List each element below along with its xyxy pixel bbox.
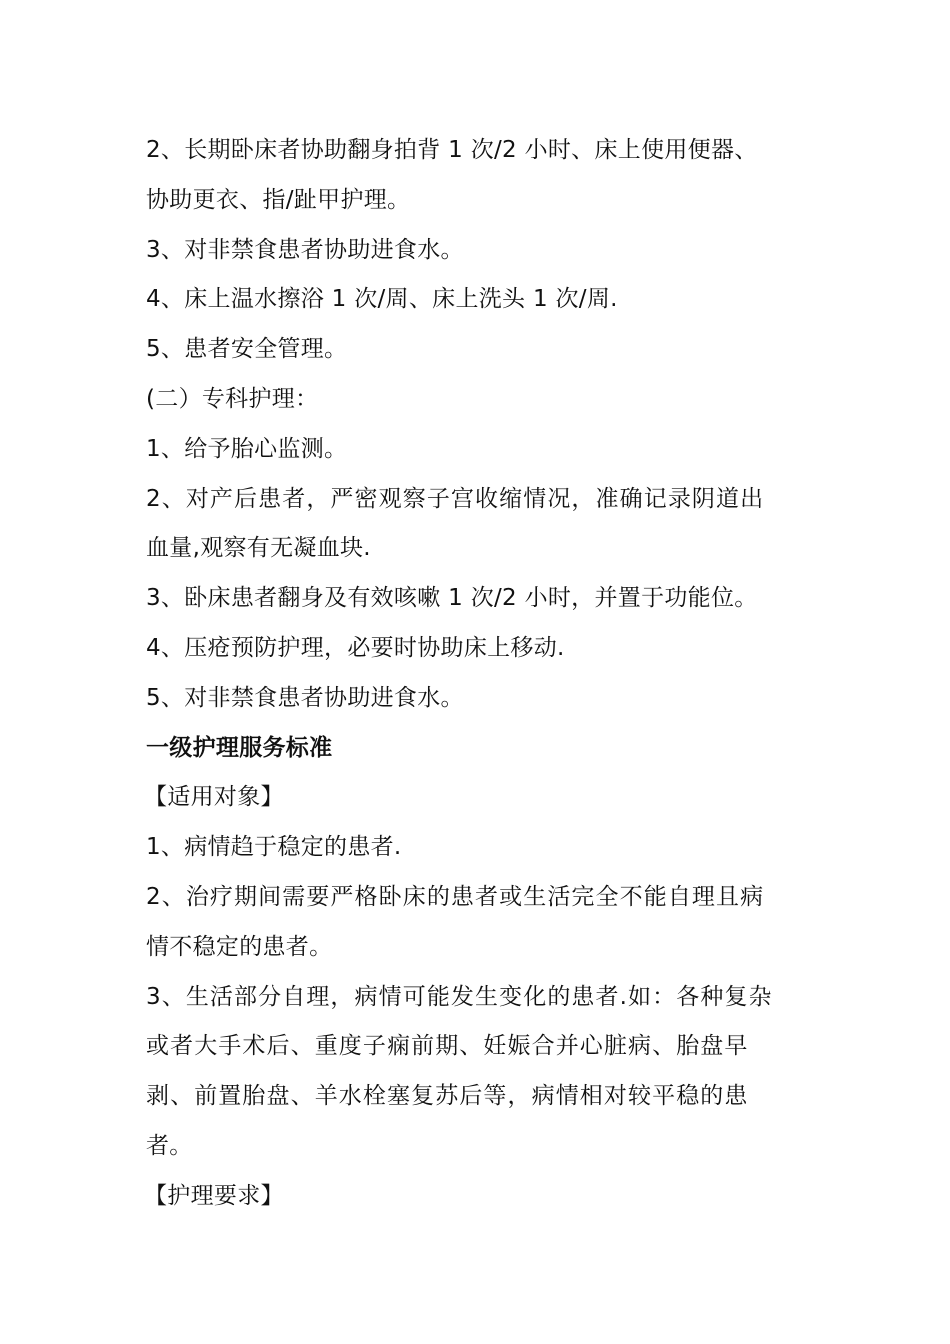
text-line: 2、治疗期间需要严格卧床的患者或生活完全不能自理且病 (146, 883, 765, 910)
section-label: 【护理要求】 (144, 1182, 284, 1209)
text-line: 4、压疮预防护理，必要时协助床上移动. (146, 634, 565, 661)
section-heading: 一级护理服务标准 (146, 734, 333, 761)
subsection-heading: (二）专科护理： (146, 385, 319, 412)
document-body (146, 126, 814, 1222)
text-line: 或者大手术后、重度子痫前期、妊娠合并心脏病、胎盘早 (146, 1033, 749, 1060)
text-line: 协助更衣、指/趾甲护理。 (146, 186, 411, 213)
text-line: 2、对产后患者，严密观察子宫收缩情况，准确记录阴道出 (146, 485, 765, 512)
text-line: 1、给予胎心监测。 (146, 435, 348, 462)
text-line: 3、对非禁食患者协助进食水。 (146, 236, 464, 263)
text-line: 5、对非禁食患者协助进食水。 (146, 684, 464, 711)
text-line: 3、卧床患者翻身及有效咳嗽 1 次/2 小时，并置于功能位。 (146, 585, 758, 612)
text-line: 情不稳定的患者。 (146, 933, 333, 960)
text-line: 者。 (146, 1132, 193, 1159)
text-line: 血量,观察有无凝血块. (146, 535, 371, 562)
text-line: 5、患者安全管理。 (146, 336, 348, 363)
section-label: 【适用对象】 (144, 784, 284, 811)
text-line: 4、床上温水擦浴 1 次/周、床上洗头 1 次/周. (146, 286, 618, 313)
text-line: 2、长期卧床者协助翻身拍背 1 次/2 小时、床上使用便器、 (146, 137, 758, 163)
text-line: 剥、前置胎盘、羊水栓塞复苏后等，病情相对较平稳的患 (146, 1083, 749, 1110)
text-line: 1、病情趋于稳定的患者. (146, 834, 402, 861)
text-line: 3、生活部分自理，病情可能发生变化的患者.如：各种复杂 (146, 983, 773, 1010)
